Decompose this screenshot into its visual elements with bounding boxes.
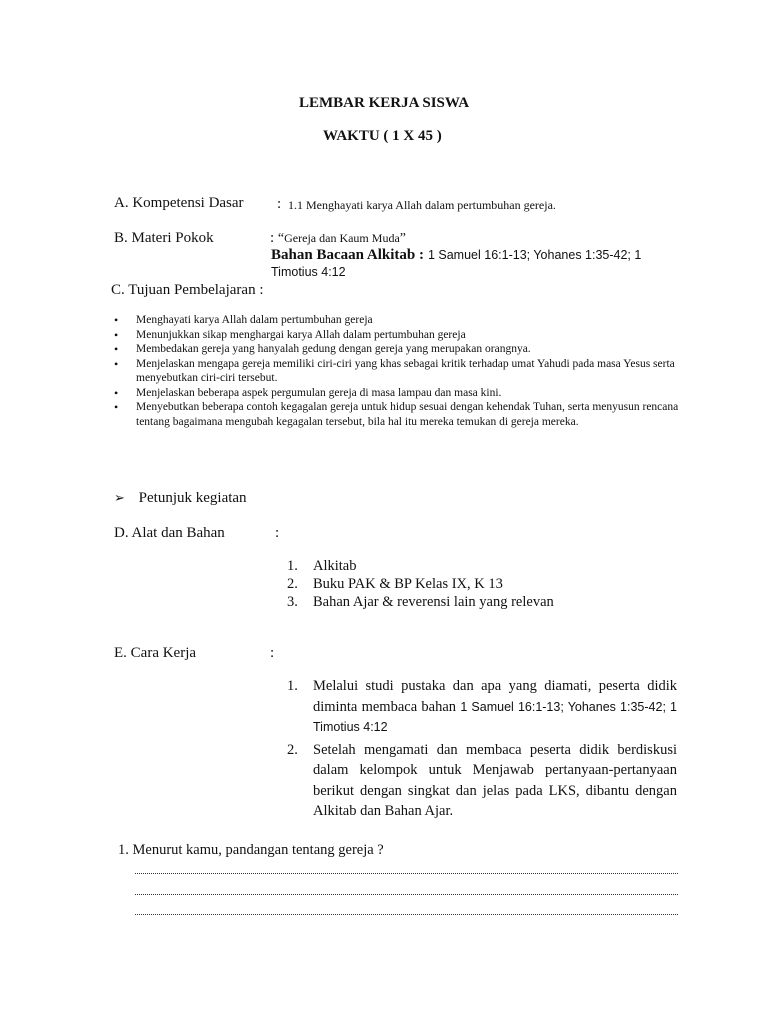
tujuan-list bbox=[114, 313, 684, 429]
tujuan-item: • Menjelaskan beberapa aspek pergumulan gereja di masa lampau dan masa kini. bbox=[114, 386, 684, 401]
section-e-label: E. Cara Kerja bbox=[114, 645, 197, 661]
bahan-bacaan-label: Bahan Bacaan Alkitab : bbox=[271, 247, 424, 263]
page-subtitle: WAKTU ( 1 X 45 ) bbox=[323, 128, 442, 144]
alat-bahan-item: 3. Bahan Ajar & reverensi lain yang relevan bbox=[287, 594, 554, 610]
section-d-colon: : bbox=[275, 525, 280, 541]
open-quote: “ bbox=[277, 231, 285, 246]
tujuan-item: • Menjelaskan mengapa gereja memiliki ciri-ciri yang khas sebagai kritik terhadap umat Yahudi pada masa Yesus serta menyebutkan ciri-ciri tersebut. bbox=[114, 357, 684, 386]
cara-kerja-item: 2. Setelah mengamati dan membaca peserta didik berdiskusi dalam kelompok untuk Menjawab pertanyaan-pertanyaan berikut dengan singkat dan jelas pada LKS, dibantu dengan Alkitab dan Bahan Ajar. bbox=[287, 741, 677, 819]
section-c-label: C. Tujuan Pembelajaran : bbox=[111, 282, 264, 298]
answer-line-3[interactable] bbox=[135, 914, 678, 915]
cara-kerja-list bbox=[287, 676, 677, 822]
petunjuk-label: Petunjuk kegiatan bbox=[138, 490, 247, 506]
section-e-colon: : bbox=[270, 645, 275, 661]
question-1: 1. Menurut kamu, pandangan tentang gereja ? bbox=[118, 842, 384, 858]
materi-pokok-text: Gereja dan Kaum Muda bbox=[284, 231, 400, 245]
arrow-bullet-icon: ➢ bbox=[114, 490, 125, 505]
tujuan-item: • Membedakan gereja yang hanyalah gedung dengan gereja yang merupakan orangnya. bbox=[114, 342, 684, 357]
materi-pokok-value bbox=[270, 230, 406, 247]
alat-bahan-item: 2. Buku PAK & BP Kelas IX, K 13 bbox=[287, 576, 503, 592]
close-quote: ” bbox=[399, 231, 406, 246]
section-a-colon: : bbox=[277, 196, 282, 212]
tujuan-item: • Menunjukkan sikap menghargai karya Allah dalam pertumbuhan gereja bbox=[114, 328, 684, 343]
bahan-bacaan-ref-2: Timotius 4:12 bbox=[271, 265, 346, 279]
section-b-colon: : bbox=[270, 230, 275, 246]
alat-bahan-list bbox=[287, 557, 554, 611]
section-a-label: A. Kompetensi Dasar bbox=[114, 195, 244, 211]
bahan-bacaan-line-1 bbox=[271, 246, 641, 264]
tujuan-item: • Menyebutkan beberapa contoh kegagalan gereja untuk hidup sesuai dengan kehendak Tuhan, serta menyusun rencana tentang bagaimana mengubah kegagalan tersebut, bila hal itu mereka temukan di gereja mereka. bbox=[114, 400, 684, 429]
alat-bahan-item: 1. Alkitab bbox=[287, 558, 357, 574]
section-d-label: D. Alat dan Bahan bbox=[114, 525, 225, 541]
cara-kerja-bible-ref: 1 Samuel 16:1-13; Yohanes 1:35-42; 1 Timotius 4:12 bbox=[313, 699, 677, 734]
section-b-label: B. Materi Pokok bbox=[114, 230, 214, 246]
kompetensi-dasar-value: 1.1 Menghayati karya Allah dalam pertumbuhan gereja. bbox=[288, 198, 556, 212]
answer-line-1[interactable] bbox=[135, 873, 678, 874]
tujuan-item: • Menghayati karya Allah dalam pertumbuhan gereja bbox=[114, 313, 684, 328]
answer-line-2[interactable] bbox=[135, 894, 678, 895]
bahan-bacaan-ref-1: 1 Samuel 16:1-13; Yohanes 1:35-42; 1 bbox=[427, 248, 642, 262]
petunjuk-heading bbox=[114, 490, 247, 507]
cara-kerja-item: 1. Melalui studi pustaka dan apa yang diamati, peserta didik diminta membaca bahan 1 Samuel 16:1-13; Yohanes 1:35-42; 1 Timotius 4:12 bbox=[287, 678, 677, 734]
page-title: LEMBAR KERJA SISWA bbox=[299, 95, 470, 111]
